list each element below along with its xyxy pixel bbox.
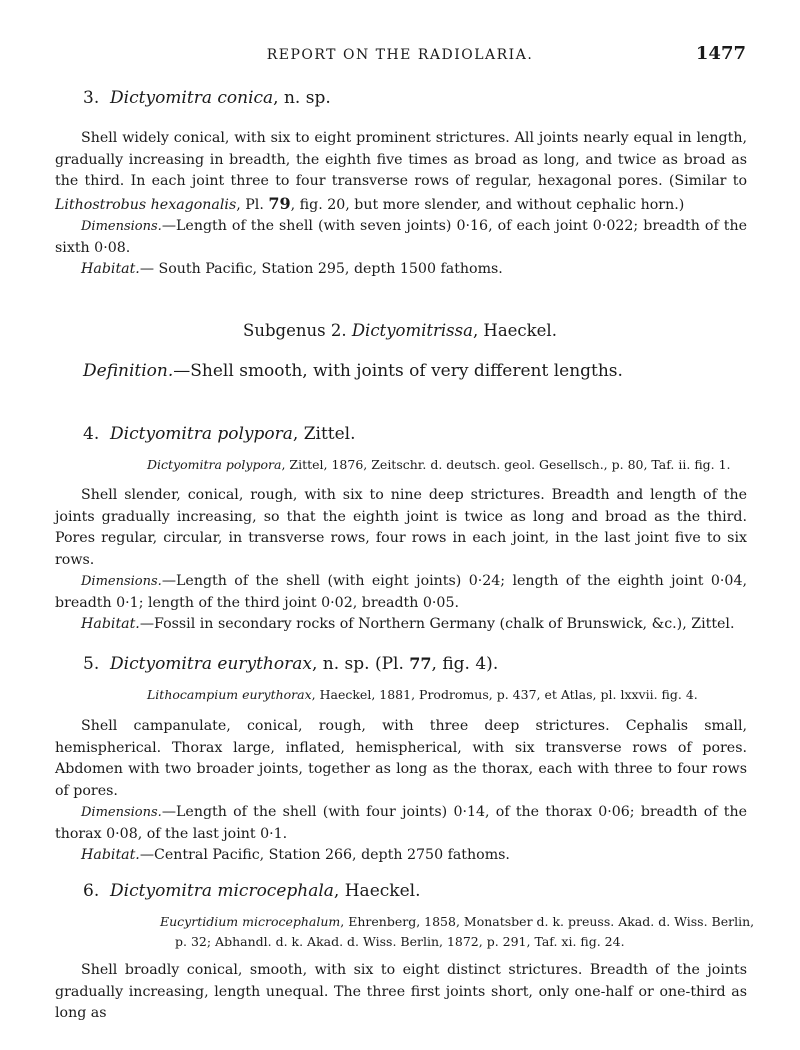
species-5-synonymy [147, 685, 747, 705]
species-4-syn-text: , Zittel, 1876, Zeitschr. d. deutsch. geol. Gesellsch., p. 80, Taf. ii. fig. 1. [281, 457, 731, 472]
species-5-number: 5. [83, 654, 100, 674]
species-4-description: Shell slender, conical, rough, with six to nine deep strictures. Breadth and length of the joints gradually increasing, so that the eighth joint is twice as long and broad as the third. Pores regular, circular, in transverse rows, four rows in each joint, in the last joint five to six rows. [55, 487, 747, 568]
species-3-number: 3. [83, 88, 100, 108]
running-header: REPORT ON THE RADIOLARIA. [266, 47, 534, 63]
species-5-habitat [55, 845, 747, 867]
subgenus-definition [83, 361, 623, 381]
species-4-synonymy [147, 455, 747, 475]
species-5-syn-text: , Haeckel, 1881, Prodromus, p. 437, et Atlas, pl. lxxvii. fig. 4. [311, 687, 698, 702]
species-6-heading [83, 881, 420, 901]
species-3-desc-part1: Shell widely conical, with six to eight prominent strictures. All joints nearly equal in length, gradually increasing in breadth, the eighth five times as broad as long, and twice as broad as the third. In each joint three to four transverse rows of regular, hexagonal pores. (Similar to [55, 130, 747, 189]
species-5-hab-label: Habitat. [81, 847, 140, 863]
species-5-hab-text: —Central Pacific, Station 266, depth 2750 fathoms. [139, 847, 510, 863]
species-5-dim-label: Dimensions. [81, 805, 162, 820]
species-5-heading [83, 654, 498, 674]
species-6-body [55, 960, 747, 1025]
definition-text: —Shell smooth, with joints of very different lengths. [173, 361, 623, 381]
species-3-name: Dictyomitra conica [110, 88, 274, 108]
species-4-habitat [55, 614, 747, 636]
species-5-fig: , fig. 4). [431, 654, 499, 674]
species-4-heading [83, 424, 356, 444]
subgenus-name: Dictyomitrissa [351, 321, 473, 340]
subgenus-heading [0, 321, 800, 340]
species-3-desc-part3: , fig. 20, but more slender, and without cephalic horn.) [290, 196, 685, 213]
species-5-authority: , n. sp. (Pl. [311, 654, 410, 674]
species-4-name: Dictyomitra polypora [110, 424, 293, 444]
subgenus-prefix: Subgenus 2. [243, 321, 352, 340]
species-6-authority: , Haeckel. [333, 881, 421, 901]
species-6-syn-text: , Ehrenberg, 1858, Monatsber d. k. preuss. Akad. d. Wiss. Berlin, p. 32; Abhandl. d. k. Akad. d. Wiss. Berlin, 1872, p. 291, Taf. xi. fig. 24. [175, 914, 755, 949]
species-3-dim-text: —Length of the shell (with seven joints) 0·16, of each joint 0·022; breadth of the sixth 0·08. [55, 218, 747, 256]
species-4-hab-text: —Fossil in secondary rocks of Northern Germany (chalk of Brunswick, &c.), Zittel. [139, 616, 735, 632]
species-3-description [55, 128, 747, 216]
species-4-number: 4. [83, 424, 100, 444]
species-5-name: Dictyomitra eurythorax [110, 654, 312, 674]
species-3-hab-label: Habitat. [81, 261, 140, 277]
species-3-authority: , n. sp. [273, 88, 331, 108]
species-6-name: Dictyomitra microcephala [110, 881, 334, 901]
species-6-number: 6. [83, 881, 100, 901]
definition-label: Definition. [83, 361, 174, 381]
species-5-plate: 77 [409, 654, 432, 673]
species-3-hab-text: — South Pacific, Station 295, depth 1500 fathoms. [139, 261, 503, 277]
species-4-dim-text: —Length of the shell (with eight joints) 0·24; length of the eighth joint 0·04, breadth 0·1; length of the third joint 0·02, breadth 0·05. [55, 573, 747, 611]
species-6-description: Shell broadly conical, smooth, with six to eight distinct strictures. Breadth of the joints gradually increasing, length unequal. The three first joints short, only one-half or one-third as long as [55, 962, 747, 1021]
species-3-desc-part2: , Pl. [236, 196, 269, 213]
subgenus-authority: , Haeckel. [472, 321, 557, 340]
species-3-dimensions [55, 216, 747, 259]
species-4-body [55, 485, 747, 636]
species-4-authority: , Zittel. [292, 424, 356, 444]
species-3-dim-label: Dimensions. [81, 219, 162, 234]
species-4-dimensions [55, 571, 747, 614]
species-5-syn-name: Lithocampium eurythorax [147, 687, 312, 702]
species-5-body [55, 716, 747, 867]
species-3-desc-ref: Lithostrobus hexagonalis [55, 196, 237, 213]
species-4-dim-label: Dimensions. [81, 574, 162, 589]
species-5-dim-text: —Length of the shell (with four joints) 0·14, of the thorax 0·06; breadth of the thorax 0·08, of the last joint 0·1. [55, 804, 747, 842]
species-6-synonymy [160, 912, 762, 952]
species-4-hab-label: Habitat. [81, 616, 140, 632]
species-3-heading [83, 88, 331, 108]
species-5-description: Shell campanulate, conical, rough, with three deep strictures. Cephalis small, hemispherical. Thorax large, inflated, hemispherical, with six transverse rows of pores. Abdomen with two broader joints, together as long as the thorax, each with three to four rows of pores. [55, 718, 747, 799]
species-6-syn-name: Eucyrtidium microcephalum [160, 914, 341, 929]
species-3-desc-plate: 79 [268, 193, 291, 213]
species-3-body [55, 128, 747, 281]
page-number: 1477 [695, 43, 746, 64]
species-5-dimensions [55, 802, 747, 845]
species-4-syn-name: Dictyomitra polypora [147, 457, 282, 472]
species-3-habitat [55, 259, 747, 281]
